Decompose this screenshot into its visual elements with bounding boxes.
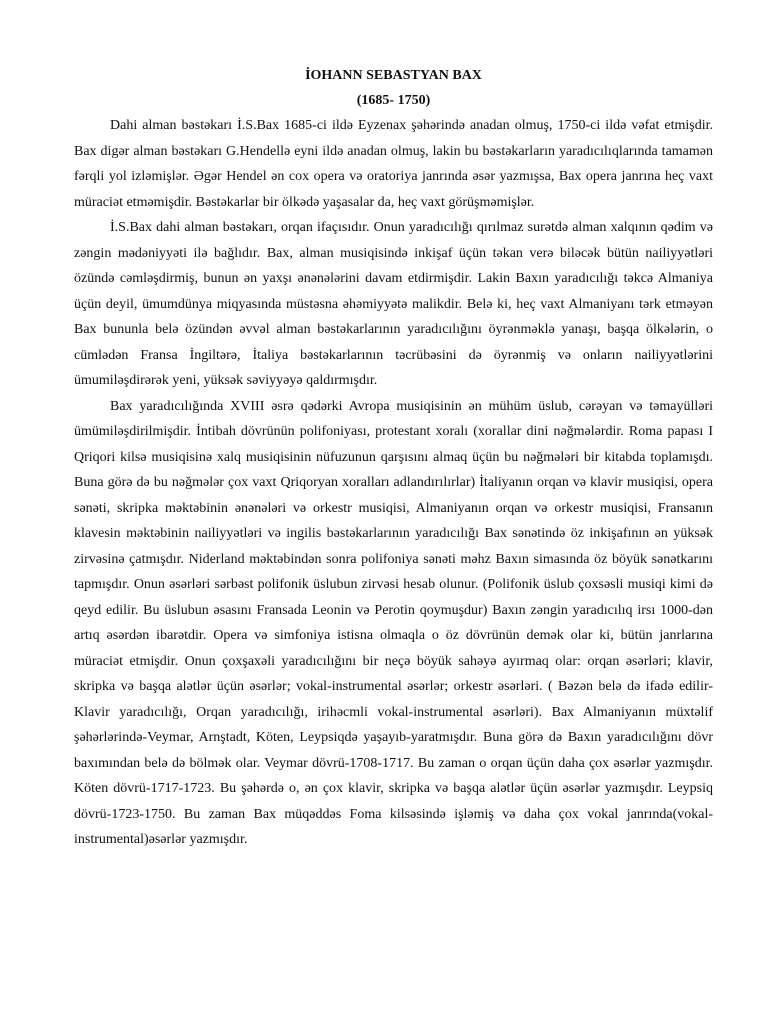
paragraph-styles: Bax yaradıcılığında XVIII əsrə qədərki Avropa musiqisinin ən mühüm üslub, cərəyan və təmayülləri ümümiləşdirilmişdir. İntibah dövrünün polifoniyası, protestant xoralı (xorallar dini nəğmələrdir. Roma papası I Qriqori kilsə musiqisinə xalq musiqisinin nüfuzunun qarşısını almaq üçün bu nəğmələri bir kitabda toplamışdı. Buna görə də bu nəğmələr çox vaxt Qriqoryan xoralları adlandırılırlar) İtaliyanın orqan və klavir musiqisi, opera sənəti, skripka məktəbinin ənənələri və orkestr musiqisi, Almaniyanın orqan və orkestr musiqisi, Fransanın klavesin məktəbinin nailiyyətləri və ingilis bəstəkarlarının yaradıcılığı Bax sənətində öz inkişafının ən yüksək zirvəsinə çatmışdır. Niderland məktəbindən sonra polifoniya sənəti məhz Baxın simasında öz böyük sənətkarını tapmışdır. Onun əsərləri sərbəst polifonik üslubun zirvəsi hesab olunur. (Polifonik üslub çoxsəsli musiqi kimi də qeyd edilir. Bu üslubun əsasını Fransada Leonin və Perotin qoymuşdur) Baxın zəngin yaradıcılıq irsı 1000-dən artıq əsərdən ibarətdir. Opera və simfoniya istisna olmaqla o öz dövrünün demək olar ki, bütün janrlarına müraciət etmişdir. Onun çoxşaxəli yaradıcılığını bir neçə böyük sahəyə ayırmaq olar: orqan əsərləri; klavir, skripka və başqa alətlər üçün əsərlər; vokal-instrumental əsərlər; orkestr əsərləri. ( Bəzən belə də ifadə edilir-Klavir yaradıcılığı, Orqan yaradıcılığı, irihəcmli vokal-instrumental əsərləri). Bax Almaniyanın müxtəlif şəhərlərində-Veymar, Arnştadt, Köten, Leypsiqdə yaşayıb-yaratmışdır. Buna görə də Baxın yaradıcılığını dövr baxımından belə də bölmək olar. Veymar dövrü-1708-1717. Bu zaman o orqan üçün daha çox əsərlər yazmışdır. Köten dövrü-1717-1723. Bu şəhərdə o, ən çox klavir, skripka və başqa alətlər üçün əsərlər yazmışdır. Leypsiq dövrü-1723-1750. Bu zaman Bax müqəddəs Foma kilsəsində işləmiş və daha çox vokal janrında(vokal-instrumental)əsərlər yazmışdır. — [74, 398, 713, 847]
document-dates: (1685- 1750) — [356, 93, 431, 108]
paragraph-intro: Dahi alman bəstəkarı İ.S.Bax 1685-ci ildə Eyzenax şəhərində anadan olmuş, 1750-ci ildə vəfat etmişdir. Bax digər alman bəstəkarı G.Hendellə eyni ildə anadan olmuş, lakin bu bəstəkarların yaradıcılıqlarında tamamən fərqli yol izləmişlər. Əgər Hendel ən cox opera və oratoriya janrında əsər yazmışsa, Bax opera janrına heç vaxt müraciət etməmişdir. Bəstəkarlar bir ölkədə yaşasalar da, heç vaxt görüşməmişlər. — [74, 118, 713, 210]
document-title: İOHANN SEBASTYAN BAX — [305, 68, 482, 83]
paragraph-organist: İ.S.Bax dahi alman bəstəkarı, orqan ifaçısıdır. Onun yaradıcılığı qırılmaz surətdə alman xalqının qədim və zəngin mədəniyyəti ilə bağlıdır. Bax, alman musiqisində inkişaf üçün təkan verə biləcək bütün nailiyyətləri özündə cəmləşdirmiş, bunun ən yaxşı ənənələrini davam etdirmişdir. Lakin Baxın yaradıcılığı təkcə Almaniya üçün deyil, ümumdünya miqyasında müstəsna əhəmiyyətə malikdir. Belə ki, heç vaxt Almaniyanı tərk etməyən Bax bununla belə özündən əvvəl alman bəstəkarlarının yaradıcılığını öyrənməklə yanaşı, başqa ölkələrin, o cümlədən Fransa İngiltərə, İtaliya bəstəkarlarının təcrübəsini də öyrənmiş və onların nailiyyətlərini ümumiləşdirərək yeni, yüksək səviyyəyə qaldırmışdır. — [74, 220, 713, 388]
document-body — [74, 113, 713, 853]
